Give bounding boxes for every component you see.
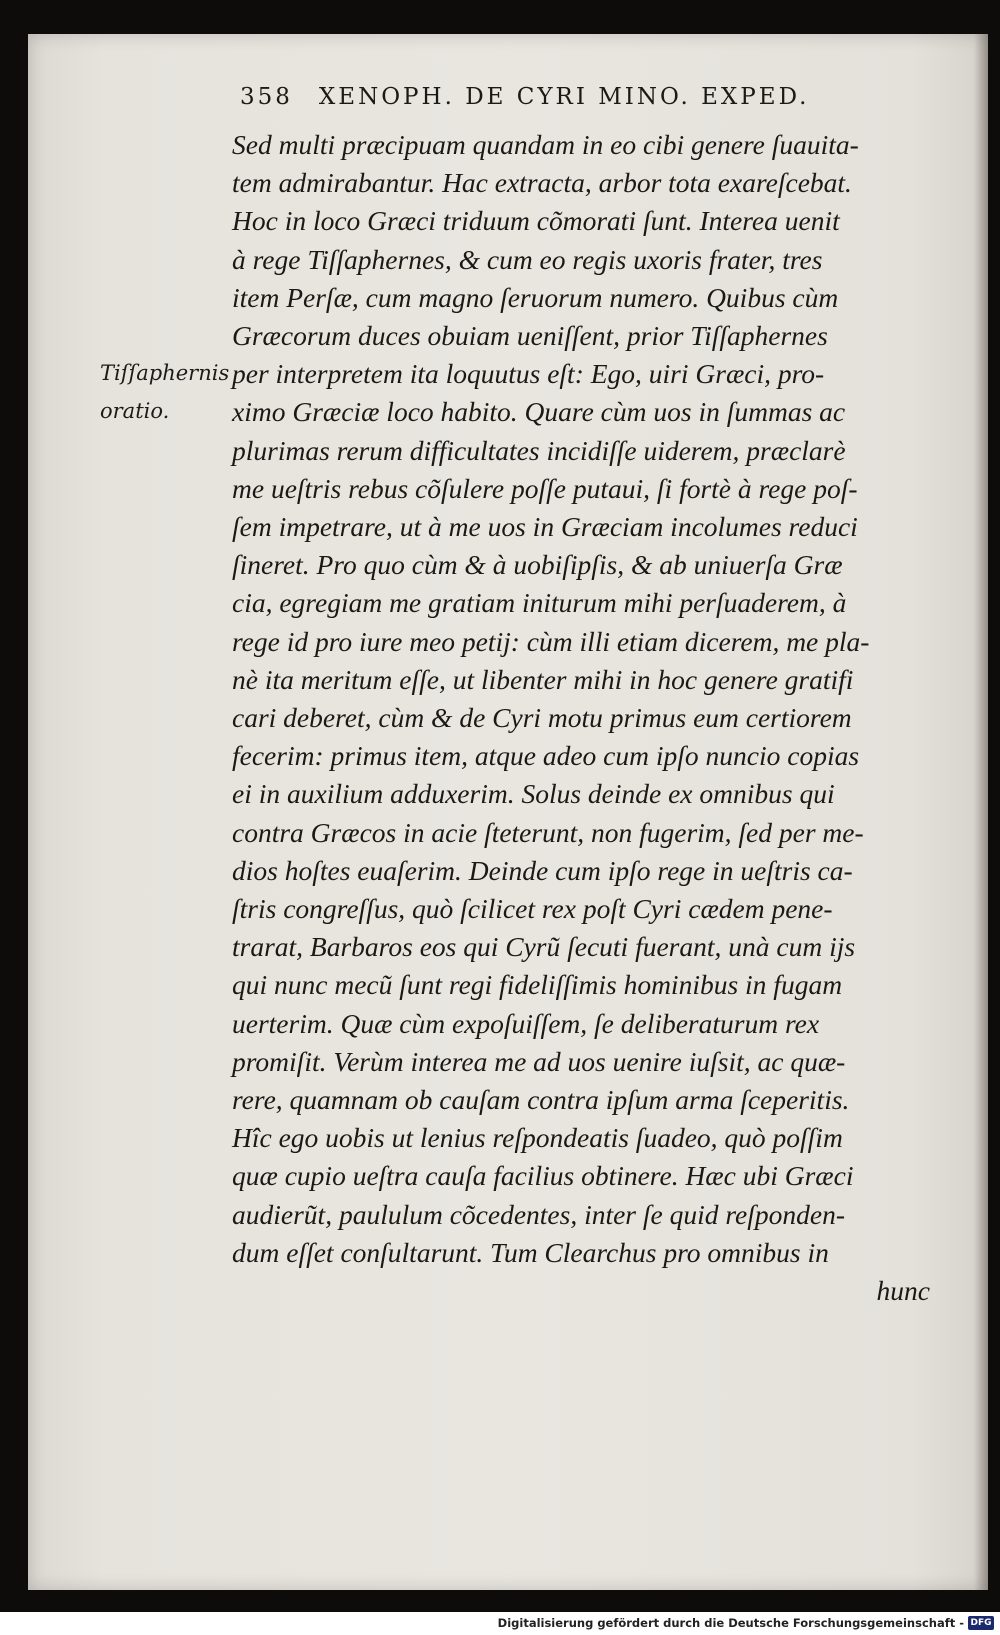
text-line: per interpretem ita loquutus eſt: Ego, uiri Græci, pro- (232, 358, 825, 390)
text-line: audierũt, paululum cõcedentes, inter ſe quid reſponden- (232, 1198, 846, 1230)
text-line: rege id pro iure meo petij: cùm illi etiam dicerem, me pla- (232, 625, 870, 657)
text-line: Græcorum duces obuiam ueniſſent, prior Tiſſaphernes (232, 320, 828, 352)
funding-notice: Digitalisierung gefördert durch die Deutsche Forschungsgemeinschaft - (497, 1616, 964, 1630)
text-line: contra Græcos in acie ſteterunt, non fugerim, ſed per me- (232, 816, 864, 848)
page-number: 358 (240, 84, 293, 110)
text-line: tem admirabantur. Hac extracta, arbor tota exareſcebat. (232, 167, 852, 199)
text-line: trarat, Barbaros eos qui Cyrũ ſecuti fuerant, unà cum ijs (232, 931, 856, 963)
text-line: cari deberet, cùm & de Cyri motu primus eum certiorem (232, 702, 852, 734)
text-line: promiſit. Verùm interea me ad uos uenire iuſsit, ac quæ- (232, 1045, 846, 1077)
text-line: ei in auxilium adduxerim. Solus deinde ex omnibus qui (232, 778, 835, 810)
page-edge-shadow (974, 34, 988, 1590)
text-line: ſem impetrare, ut à me uos in Græciam incolumes reduci (232, 511, 858, 543)
dfg-logo: DFG (968, 1616, 994, 1630)
text-line: ximo Græciæ loco habito. Quare cùm uos in ſummas ac (232, 396, 846, 428)
text-line: ſtris congreſſus, quò ſcilicet rex poſt Cyri cædem pene- (232, 893, 833, 925)
text-line: cia, egregiam me gratiam initurum mihi perſuaderem, à (232, 587, 847, 619)
text-line: dum eſſet conſultarunt. Tum Clearchus pro omnibus in (232, 1236, 829, 1268)
text-line: qui nunc mecũ ſunt regi fideliſſimis hominibus in fugam (232, 969, 843, 1001)
text-line: rere, quamnam ob cauſam contra ipſum arma ſceperitis. (232, 1084, 850, 1116)
text-line: ſineret. Pro quo cùm & à uobiſipſis, & ab uniuerſa Græ (232, 549, 843, 581)
text-line: quæ cupio ueſtra cauſa facilius obtinere. Hæc ubi Græci (232, 1160, 854, 1192)
text-line: à rege Tiſſaphernes, & cum eo regis uxoris frater, tres (232, 243, 823, 275)
text-line: dios hoſtes euaſerim. Deinde cum ipſo rege in ueſtris ca- (232, 854, 853, 886)
text-line: fecerim: primus item, atque adeo cum ipſo nuncio copias (232, 740, 860, 772)
text-line: Hoc in loco Græci triduum cõmorati ſunt. Interea uenit (232, 205, 840, 237)
text-line: Hîc ego uobis ut lenius reſpondeatis ſuadeo, quò poſſim (232, 1122, 843, 1154)
margin-note-line: oratio. (100, 399, 170, 423)
running-title: XENOPH. DE CYRI MINO. EXPED. (318, 84, 810, 110)
text-line: plurimas rerum difficultates incidiſſe uiderem, præclarè (232, 434, 846, 466)
margin-note (100, 354, 240, 430)
text-line: Sed multi præcipuam quandam in eo cibi genere ſuauita- (232, 129, 859, 160)
margin-note-line: Tiſſaphernis (100, 361, 230, 385)
catchword: hunc (876, 1275, 930, 1307)
text-line: me ueſtris rebus cõſulere poſſe putaui, ſi fortè à rege poſ- (232, 472, 858, 504)
text-line: nè ita meritum eſſe, ut libenter mihi in hoc genere gratifi (232, 663, 854, 695)
body-text (232, 126, 930, 1310)
footer (0, 1612, 1000, 1635)
text-line: item Perſæ, cum magno ſeruorum numero. Quibus cùm (232, 281, 839, 313)
text-line: uerterim. Quæ cùm expoſuiſſem, ſe deliberaturum rex (232, 1007, 820, 1039)
running-head (240, 84, 880, 110)
